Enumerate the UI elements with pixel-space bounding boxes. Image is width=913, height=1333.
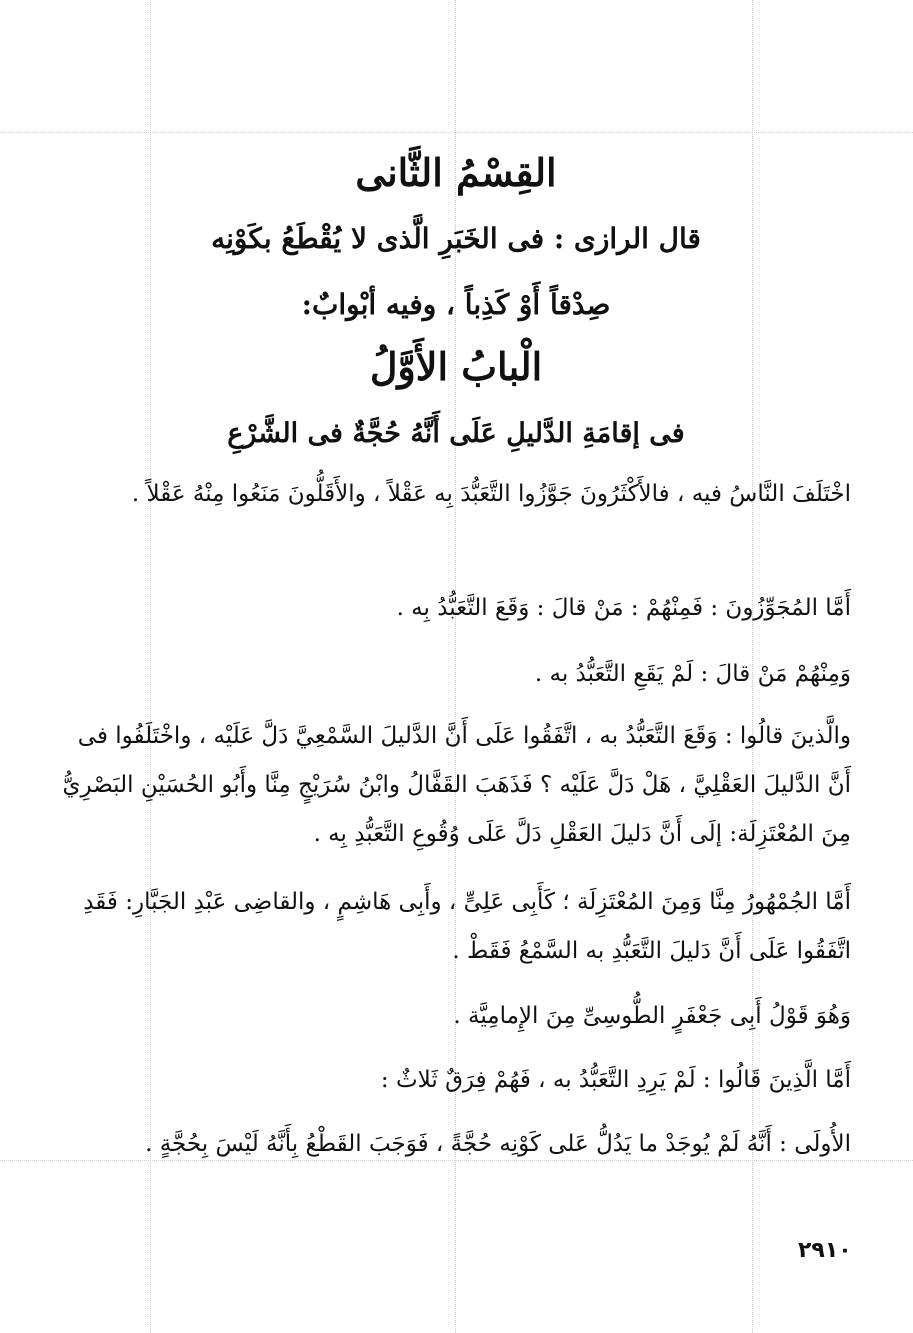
paragraph-5: أَمَّا الجُمْهُورُ مِنَّا وَمِنَ المُعْتَزِلَة ؛ كَأَبِى عَلِىٍّ ، وأَبِى هَاشِمٍ ، والقاضِى عَبْدِ الجَبَّارِ: فَقَدِ اتَّفَقُوا عَلَى أَنَّ دَليلَ التَّعَبُّدِ به السَّمْعُ فَقَطْ . xyxy=(83,889,851,964)
paragraph-4: والَّذينَ قالُوا : وَقَعَ التَّعَبُّدُ به ، اتَّفَقُوا عَلَى أَنَّ الدَّليلَ السَّمْعِيَّ دَلَّ عَلَيْه ، واخْتَلَفُوا فى أَنَّ الدَّليلَ العَقْلِيَّ ، هَلْ دَلَّ عَلَيْه ؟ فَذَهَبَ القَفَّالُ وابْنُ سُرَيْجٍ مِنَّا وأَبُو الحُسَيْنِ البَصْرِيُّ مِنَ المُعْتَزِلَة: إلَى أَنَّ دَليلَ العَقْلِ دَلَّ عَلَى وُقُوعِ التَّعَبُّدِ بِه . xyxy=(62,723,851,847)
paragraph-1: اخْتَلَفَ النَّاسُ فيه ، فالأَكْثَرُونَ جَوَّزُوا التَّعَبُّدَ بِه عَقْلاً ، والأَقَلُّونَ مَنَعُوا مِنْهُ عَقْلاً . xyxy=(131,481,851,507)
chapter-subtitle: فى إقامَةِ الدَّليلِ عَلَى أَنَّهُ حُجَّةٌ فى الشَّرْعِ xyxy=(227,418,685,449)
page-number: ٢٩١٠ xyxy=(798,1238,852,1263)
paragraph-3: وَمِنْهُمْ مَنْ قالَ : لَمْ يَقَعِ التَّعَبُّدُ به . xyxy=(534,661,851,687)
scan-guide-line xyxy=(0,132,913,133)
part-title: القِسْمُ الثَّانى xyxy=(355,150,557,195)
paragraph-2: أَمَّا المُجَوِّزُونَ : فَمِنْهُمْ : مَنْ قالَ : وَقَعَ التَّعَبُّدُ بِه . xyxy=(396,595,851,621)
paragraph-6: وَهُوَ قَوْلُ أَبِى جَعْفَرٍ الطُّوسِىِّ مِنَ الإِمامِيَّة . xyxy=(453,1003,851,1029)
intro-line-2: صِدْقاً أَوْ كَذِباً ، وفيه أبْوابٌ: xyxy=(301,288,611,321)
paragraph-7: أَمَّا الَّذِينَ قَالُوا : لَمْ يَرِدِ التَّعَبُّدُ به ، فَهُمْ فِرَقٌ ثَلاثٌ : xyxy=(380,1067,851,1093)
paragraph-8: الأُولَى : أَنَّهُ لَمْ يُوجَدْ ما يَدُلُّ عَلى كَوْنِه حُجَّةً ، فَوَجَبَ القَطْعُ بِأَنَّهُ لَيْسَ بِحُجَّةٍ . xyxy=(145,1131,851,1157)
chapter-title: الْبابُ الأَوَّلُ xyxy=(369,344,543,389)
intro-line-1: قال الرازى : فى الخَبَرِ الَّذى لا يُقْطَعُ بكَوْنِه xyxy=(211,222,701,255)
